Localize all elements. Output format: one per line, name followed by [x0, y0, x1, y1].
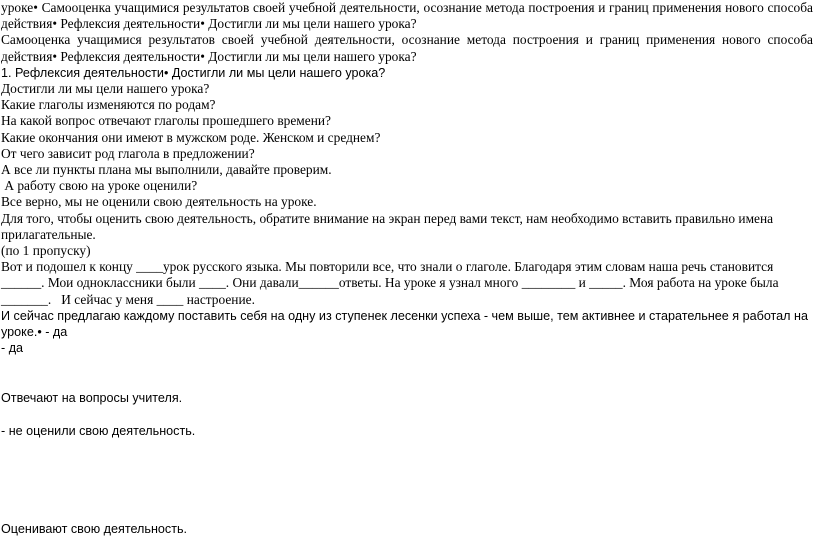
- statement-not-assessed: Все верно, мы не оценили свою деятельность на уроке.: [1, 194, 317, 210]
- not-assessed-note: - не оценили свою деятельность.: [1, 423, 196, 438]
- question-endings: Какие окончания они имеют в мужском роде. Женском и среднем?: [1, 129, 381, 145]
- spacer: [1, 439, 813, 521]
- spacer: [1, 407, 813, 423]
- section-heading: 1. Рефлексия деятельности• Достигли ли мы цели нашего урока?: [1, 65, 386, 80]
- assessment-note: Оценивают свою деятельность.: [1, 521, 188, 536]
- intro-paragraph-1: уроке• Самооценка учащимися результатов своей учебной деятельности, осознание метода построения и границ применения нового способа действия• Рефлексия деятельности• Достигли ли мы цели нашего урока?: [1, 0, 813, 32]
- instruction-paragraph: Для того, чтобы оценить свою деятельность, обратите внимание на экран перед вами текст, нам необходимо вставить правильно имена прилагательные.: [1, 210, 774, 242]
- question-goal: Достигли ли мы цели нашего урока?: [1, 81, 210, 97]
- question-gender-dependency: От чего зависит род глагола в предложении?: [1, 145, 255, 161]
- fill-in-text: Вот и подошел к концу ____урок русского языка. Мы повторили все, что знали о глаголе. Благодаря этим словам наша речь становится ______. Мои одноклассники были ____. Они давали______ответы. На уроке я узнал много ________ и _____. Моя работа на уроке была _______. И сейчас у меня ____ настроение.: [1, 259, 782, 307]
- spacer: [1, 356, 813, 374]
- ladder-paragraph: И сейчас предлагаю каждому поставить себя на одну из ступенек лесенки успеха - чем выше, тем активнее и старательнее я работал на уроке.• - да: [1, 308, 808, 340]
- spacer: [1, 374, 813, 390]
- question-work-assessment: А работу свою на уроке оценили?: [1, 178, 198, 194]
- answer-yes: - да: [1, 341, 24, 356]
- question-plan-check: А все ли пункты плана мы выполнили, давайте проверим.: [1, 162, 332, 178]
- student-answers-note: Отвечают на вопросы учителя.: [1, 391, 183, 406]
- intro-paragraph-2: Самооценка учащимися результатов своей учебной деятельности, осознание метода построения и границ применения нового способа действия• Рефлексия деятельности• Достигли ли мы цели нашего урока?: [1, 32, 813, 64]
- question-verbs-gender: Какие глаголы изменяются по родам?: [1, 97, 216, 113]
- per-gap-note: (по 1 пропуску): [1, 243, 91, 259]
- document-body: [1, 0, 813, 537]
- question-past-tense: На какой вопрос отвечают глаголы прошедшего времени?: [1, 113, 331, 129]
